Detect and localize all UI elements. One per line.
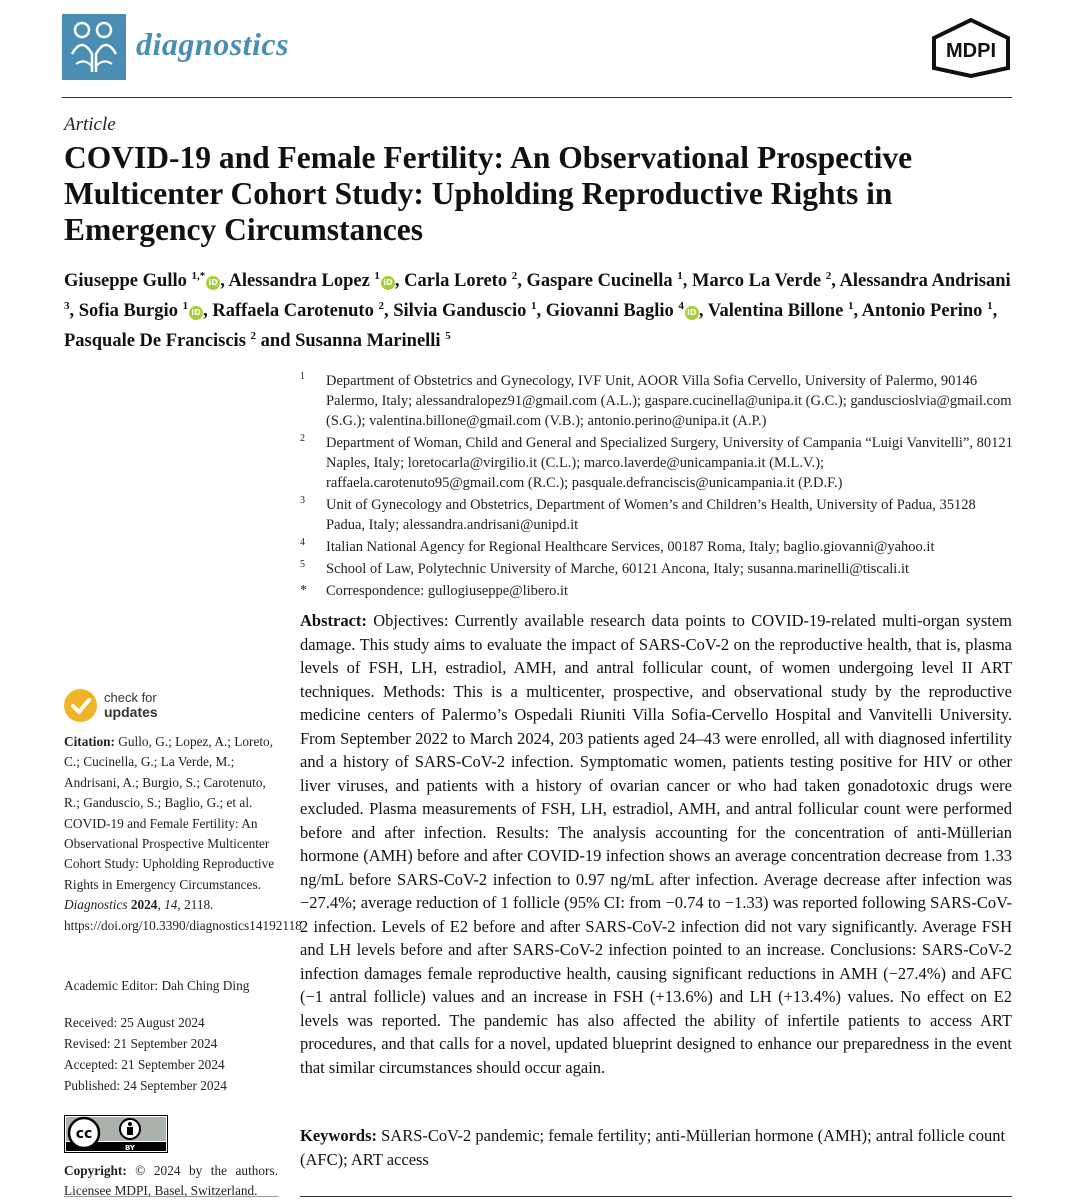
copyright: Copyright: © 2024 by the authors. Licensee MDPI, Basel, Switzerland.: [64, 1163, 278, 1198]
article-title: COVID-19 and Female Fertility: An Observational Prospective Multicenter Cohort Study: Upholding Reproductive Rights in Emergency Circumstances: [64, 140, 913, 247]
header-divider: [62, 97, 1012, 98]
date-published: Published: 24 September 2024: [64, 1078, 227, 1093]
author-affiliation-mark: 1: [374, 270, 380, 282]
author-name[interactable]: Giuseppe Gullo: [64, 271, 187, 291]
orcid-icon[interactable]: iD: [685, 306, 699, 320]
author-name[interactable]: Susanna Marinelli: [295, 331, 441, 351]
date-revised: Revised: 21 September 2024: [64, 1036, 218, 1051]
author-affiliation-mark: 1,*: [191, 270, 206, 282]
orcid-icon[interactable]: iD: [206, 276, 220, 290]
abstract: [300, 609, 1012, 1079]
orcid-icon[interactable]: iD: [189, 306, 203, 320]
publisher-logo: [928, 18, 1014, 78]
author-affiliation-mark: 1: [987, 300, 993, 312]
keywords: [300, 1124, 1012, 1171]
affiliation: 5 School of Law, Polytechnic University of Marche, 60121 Ancona, Italy; susanna.marinelli@tiscali.it: [300, 559, 910, 577]
author-name[interactable]: Giovanni Baglio: [545, 301, 674, 321]
author-affiliation-mark: 2: [511, 270, 518, 282]
orcid-icon[interactable]: iD: [381, 276, 395, 290]
abstract-label: Abstract:: [300, 611, 367, 630]
article-type: Article: [64, 114, 116, 135]
journal-name: diagnostics: [136, 26, 290, 62]
author-affiliation-mark: 5: [445, 330, 451, 342]
footer-divider: [300, 1196, 1012, 1197]
abstract-text: Objectives: Currently available research data points to COVID-19-related multi-organ system damage. This study aims to evaluate the impact of SARS-CoV-2 on the reproductive health, that is, plasma levels of FSH, LH, estradiol, AMH, and antral follicular count, of women undergoing level II ART techniques. Methods: This is a multicenter, prospective, and observational study by the reproductive medicine centers of Palermo’s Ospedali Riuniti Villa Sofia-Cervello Hospital and Vanvitelli University. From September 2022 to March 2024, 203 patients aged 24–43 were enrolled, all with diagnosed infertility and a history of SARS-CoV-2 infection. Symptomatic women, patients testing positive for HIV or other liver viruses, and patients with a history of ovarian cancer or who had taken gonadotoxic drugs were excluded. Plasma measurements of FSH, LH, estradiol, AMH, and antral follicular count were performed before and after infection. Results: The analysis accounting for the concentration of anti-Müllerian hormone (AMH) before and after COVID-19 infection shows an average concentration decrease from 1.33 ng/mL before SARS-CoV-2 infection to 0.97 ng/mL after infection. Average decrease after infection was −27.4%; average reduction of 1 follicle (95% CI: from −0.74 to −1.33) was reported following SARS-CoV-2 infection. Levels of E2 before and after SARS-CoV-2 infection did not vary significantly. Average FSH and LH levels before and after SARS-CoV-2 infection pointed to an increase. Conclusions: SARS-CoV-2 infection damages female reproductive health, causing significant reductions in AMH (−27.4%) and AFC (−1 antral follicle) values and an increase in FSH (+13.6%) and LH (+13.4%) values. No effect on E2 levels was reported. The pandemic has also affected the ability of infertile patients to access ART procedures, and that calls for a novel, updated blueprint designed to enhance our preparedness in the event that similar circumstances should occur again.: [300, 611, 1013, 1077]
academic-editor: Academic Editor: Dah Ching Ding: [64, 978, 250, 993]
author-name[interactable]: Pasquale De Franciscis: [64, 331, 246, 351]
citation: Citation: Gullo, G.; Lopez, A.; Loreto, C.; Cucinella, G.; La Verde, M.; Andrisani, A.; Burgio, S.; Carotenuto, R.; Ganduscio, S.; Baglio, G.; et al. COVID-19 and Female Fertility: An Observational Prospective Multicenter Cohort Study: Upholding Reproductive Rights in Emergency Circumstances. Diagnostics 2024, 14, 2118. https://doi.org/10.3390/diagnostics14192118: [64, 734, 302, 933]
author-affiliation-mark: 4: [678, 300, 684, 312]
affiliations: [298, 371, 1018, 603]
author-name[interactable]: Sofia Burgio: [78, 301, 178, 321]
check-updates-line2: updates: [104, 704, 158, 720]
affiliation: 3 Unit of Gynecology and Obstetrics, Department of Women’s and Children’s Health, University of Padua, 35128 Padua, Italy; alessandra.andrisani@unipd.it: [300, 495, 976, 533]
author-name[interactable]: Alessandra Andrisani: [839, 271, 1011, 291]
author-affiliation-mark: 1: [182, 300, 189, 312]
date-received: Received: 25 August 2024: [64, 1015, 205, 1030]
author-name[interactable]: Marco La Verde: [691, 271, 822, 291]
cc-by-license-icon[interactable]: [64, 1115, 168, 1153]
author-name[interactable]: Carla Loreto: [404, 271, 508, 291]
author-name[interactable]: Silvia Ganduscio: [393, 301, 527, 321]
date-accepted: Accepted: 21 September 2024: [64, 1057, 225, 1072]
journal-logo: [62, 14, 126, 80]
author-affiliation-mark: 1: [530, 300, 537, 312]
author-affiliation-mark: 3: [64, 300, 70, 312]
check-updates-line1: check for: [104, 690, 157, 705]
doi-link[interactable]: 2118. https://doi.org/10.3390/diagnostics14192118: [64, 897, 302, 933]
affiliation: 4 Italian National Agency for Regional Healthcare Services, 00187 Roma, Italy; baglio.giovanni@yahoo.it: [300, 537, 935, 555]
author-name[interactable]: Antonio Perino: [861, 301, 983, 321]
author-affiliation-mark: 1: [847, 300, 854, 312]
author-affiliation-mark: 2: [378, 300, 384, 312]
svg-text:BY: BY: [124, 1144, 136, 1152]
author-name[interactable]: Gaspare Cucinella: [526, 271, 673, 291]
svg-text:cc: cc: [75, 1126, 93, 1142]
author-name[interactable]: Valentina Billone: [707, 301, 844, 321]
author-name[interactable]: Raffaela Carotenuto: [212, 301, 374, 321]
author-name[interactable]: Alessandra Lopez: [228, 271, 370, 291]
author-list: Giuseppe Gullo $^{1,*}$iD , Alessandra Lopez $^1$iD , Carla Loreto $^2$, Gaspare Cucinella $^1$, Marco La Verde $^2$, Alessandra Andrisani $^3$, Sofia Burgio $^1$iD , Raffaela Carotenuto $^2$, Silvia Ganduscio $^1$, Giovanni Baglio $^4$iD , Valentina Billone $^1$, Antonio Perino $^1$, Pasquale De Franciscis $^2$ and Susanna Marinelli $^5$: [64, 270, 1011, 351]
keywords-text: SARS-CoV-2 pandemic; female fertility; anti-Müllerian hormone (AMH); antral follicle count (AFC); ART access: [300, 1126, 1006, 1169]
author-affiliation-mark: 1: [677, 270, 683, 282]
affiliation: 1 Department of Obstetrics and Gynecology, IVF Unit, AOOR Villa Sofia Cervello, University of Palermo, 90146 Palermo, Italy; alessandralopez91@gmail.com (A.L.); gaspare.cucinella@unipa.it (G.C.); ganduscioslvia@gmail.com (S.G.); valentina.billone@gmail.com (V.B.); antonio.perino@unipa.it (A.P.): [300, 371, 1012, 429]
affiliation: 2 Department of Woman, Child and General and Specialized Surgery, University of Campania “Luigi Vanvitelli”, 80121 Naples, Italy; loretocarla@virgilio.it (C.L.); marco.laverde@unicampania.it (M.L.V.); raffaela.carotenuto95@gmail.com (R.C.); pasquale.defranciscis@unicampania.it (P.D.F.): [300, 433, 1013, 491]
check-icon: [64, 689, 97, 722]
author-affiliation-mark: 2: [250, 330, 257, 342]
publication-dates: [64, 1012, 278, 1096]
keywords-label: Keywords:: [300, 1126, 377, 1145]
correspondence: * Correspondence: gullogiuseppe@libero.it: [300, 583, 569, 599]
author-affiliation-mark: 2: [825, 270, 832, 282]
check-for-updates-badge[interactable]: [64, 687, 204, 727]
sidebar-divider: [64, 1196, 278, 1197]
publisher-name: MDPI: [946, 40, 996, 62]
